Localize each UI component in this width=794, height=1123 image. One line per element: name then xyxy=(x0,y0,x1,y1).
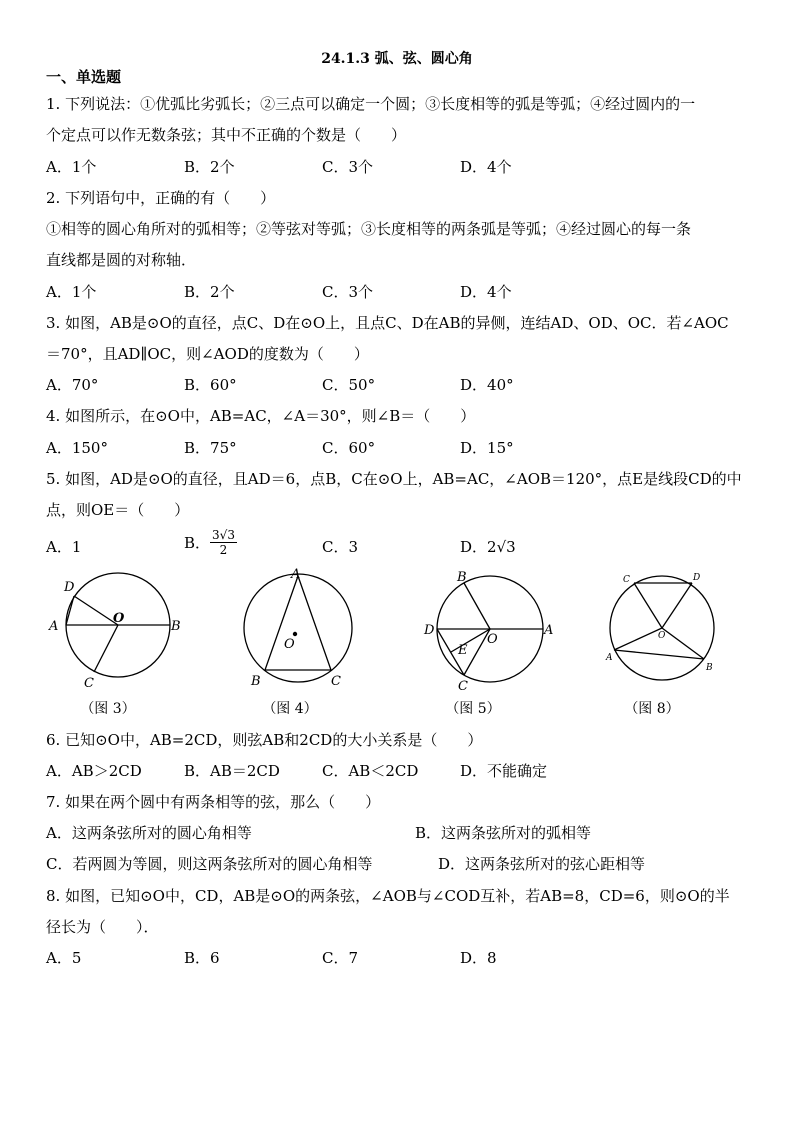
figure-4-diagram xyxy=(238,566,358,692)
figure-5-caption: （图 5） xyxy=(445,701,501,717)
fig5-label-d: D xyxy=(424,623,435,638)
q5-option-b-label: B． xyxy=(184,534,211,552)
fig3-label-a: A xyxy=(49,619,59,634)
q7-line1: 7. 如果在两个圆中有两条相等的弦，那么（ ） xyxy=(46,793,381,811)
fig8-label-o: O xyxy=(658,631,666,641)
q2-option-d: D．4个 xyxy=(460,283,512,301)
q1-option-b: B．2个 xyxy=(184,158,235,176)
q8-option-c: C．7 xyxy=(322,949,359,967)
q3-option-a: A．70° xyxy=(46,376,99,394)
page-title: 24.1.3 弧、弦、圆心角 xyxy=(321,51,473,67)
fig8-label-d: D xyxy=(693,573,701,583)
q6-option-b: B．AB＝2CD xyxy=(184,762,280,780)
fig4-label-o: O xyxy=(284,637,295,652)
figure-3-diagram xyxy=(44,572,184,690)
section-heading: 一、单选题 xyxy=(46,68,122,86)
figure-4-caption: （图 4） xyxy=(262,701,318,717)
figure-3-caption: （图 3） xyxy=(80,701,136,717)
q4-option-a: A．150° xyxy=(46,439,108,457)
q4-option-b: B．75° xyxy=(184,439,237,457)
fig5-label-e: E xyxy=(458,643,468,658)
q5-option-a: A．1 xyxy=(46,538,82,556)
q3-line1: 3. 如图，AB是⊙O的直径，点C、D在⊙O上，且点C、D在AB的异侧，连结AD、OD、OC．若∠AOC xyxy=(46,314,729,332)
fig3-label-c: C xyxy=(84,676,94,690)
q5-option-b-denominator: 2 xyxy=(219,543,228,557)
fig8-label-c: C xyxy=(623,575,630,585)
q2-line2: ①相等的圆心角所对的弧相等；②等弦对等弧；③长度相等的两条弧是等弧；④经过圆心的每一条 xyxy=(46,220,692,238)
q7-option-a: A．这两条弦所对的圆心角相等 xyxy=(46,824,252,842)
fig3-label-b: B xyxy=(171,619,181,634)
q3-option-d: D．40° xyxy=(460,376,514,394)
q6-option-a: A．AB＞2CD xyxy=(46,762,142,780)
q1-line1: 1. 下列说法：①优弧比劣弧长；②三点可以确定一个圆；③长度相等的弧是等弧；④经过圆内的一 xyxy=(46,95,696,113)
fig5-label-o: O xyxy=(487,632,498,647)
q5-option-b xyxy=(184,528,237,557)
fig4-label-c: C xyxy=(331,674,341,689)
q1-line2: 个定点可以作无数条弦；其中不正确的个数是（ ） xyxy=(46,126,407,144)
q6-line1: 6. 已知⊙O中，AB=2CD，则弦AB和2CD的大小关系是（ ） xyxy=(46,731,483,749)
figure-5-diagram xyxy=(420,566,560,692)
fig5-label-b: B xyxy=(457,570,467,585)
q4-option-d: D．15° xyxy=(460,439,514,457)
fig8-label-a: A xyxy=(606,653,613,663)
figure-8-diagram xyxy=(602,566,722,690)
fig4-label-b: B xyxy=(251,674,261,689)
q4-line1: 4. 如图所示，在⊙O中，AB=AC，∠A＝30°，则∠B＝（ ） xyxy=(46,407,476,425)
q5-option-d: D．2√3 xyxy=(460,538,516,556)
fig3-label-d: D xyxy=(64,580,75,595)
q3-option-c: C．50° xyxy=(322,376,376,394)
q2-option-b: B．2个 xyxy=(184,283,235,301)
fig5-label-c: C xyxy=(458,679,468,692)
q6-option-c: C．AB＜2CD xyxy=(322,762,419,780)
q8-option-a: A．5 xyxy=(46,949,82,967)
q3-option-b: B．60° xyxy=(184,376,237,394)
fig4-label-a: A xyxy=(291,567,301,582)
q4-option-c: C．60° xyxy=(322,439,376,457)
q5-line1: 5. 如图，AD是⊙O的直径，且AD＝6，点B，C在⊙O上，AB=AC，∠AOB＝120°，点E是线段CD的中 xyxy=(46,470,742,488)
fig5-label-a: A xyxy=(544,623,554,638)
q2-option-c: C．3个 xyxy=(322,283,374,301)
figure-8-caption: （图 8） xyxy=(624,701,680,717)
q1-option-c: C．3个 xyxy=(322,158,374,176)
q7-option-b: B．这两条弦所对的弧相等 xyxy=(415,824,592,842)
q1-option-a: A．1个 xyxy=(46,158,97,176)
q2-line1: 2. 下列语句中，正确的有（ ） xyxy=(46,189,276,207)
q8-line2: 径长为（ ）． xyxy=(46,918,159,936)
q7-option-d: D．这两条弦所对的弦心距相等 xyxy=(438,855,646,873)
q2-line3: 直线都是圆的对称轴． xyxy=(46,251,197,269)
q8-option-b: B．6 xyxy=(184,949,220,967)
q6-option-d: D．不能确定 xyxy=(460,762,548,780)
q5-option-b-numerator: 3√3 xyxy=(212,528,235,542)
q5-option-b-fraction xyxy=(210,528,237,557)
q5-option-c: C．3 xyxy=(322,538,359,556)
q8-line1: 8. 如图，已知⊙O中，CD，AB是⊙O的两条弦，∠AOB与∠COD互补，若AB=8，CD=6，则⊙O的半 xyxy=(46,887,730,905)
q5-line2: 点，则OE＝（ ） xyxy=(46,501,190,519)
fig8-label-b: B xyxy=(706,663,713,673)
fig3-label-o: O xyxy=(113,611,125,626)
q8-option-d: D．8 xyxy=(460,949,497,967)
q3-line2: ＝70°，且AD∥OC，则∠AOD的度数为（ ） xyxy=(46,345,369,363)
q7-option-c: C．若两圆为等圆，则这两条弦所对的圆心角相等 xyxy=(46,855,373,873)
q1-option-d: D．4个 xyxy=(460,158,512,176)
q2-option-a: A．1个 xyxy=(46,283,97,301)
